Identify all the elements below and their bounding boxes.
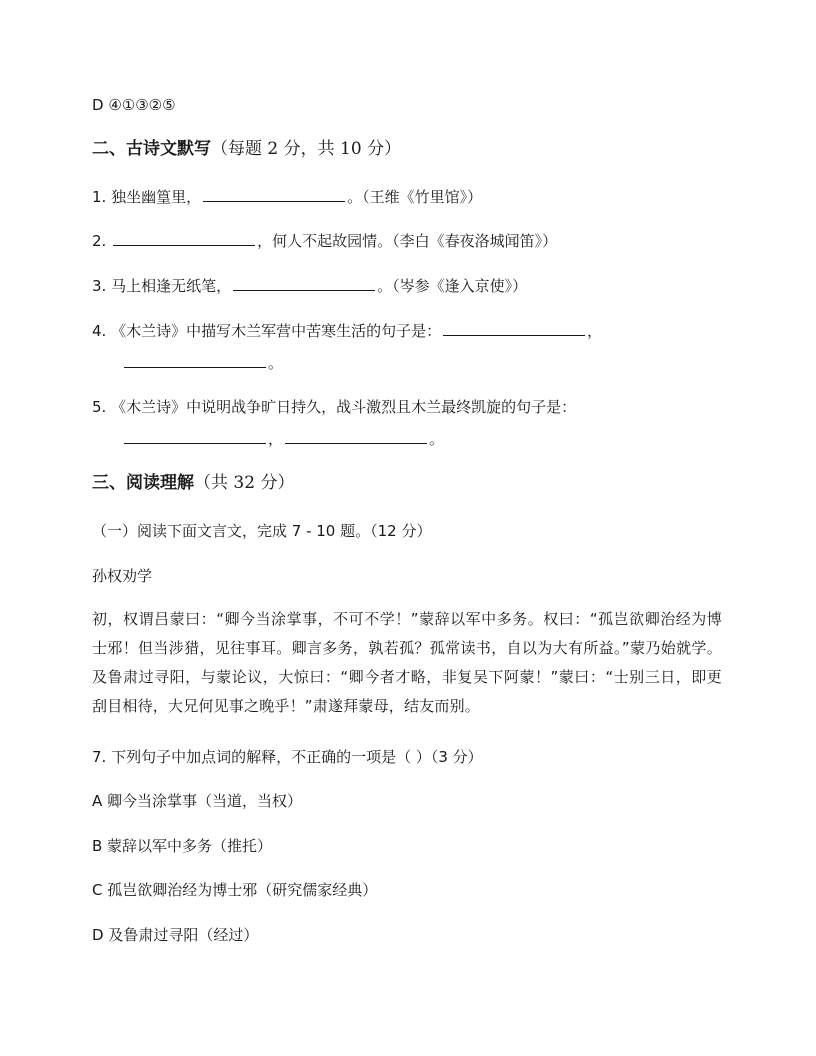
part1-instruction: （一）阅读下面文言文，完成 7 - 10 题。（12 分） (92, 522, 432, 540)
option-a: A 卿今当涂掌事（当道，当权） (92, 792, 303, 810)
option-d-previous: D ④①③②⑤ (92, 96, 176, 114)
question-2 (92, 231, 557, 251)
section2-title: 二、古诗文默写 (92, 139, 211, 159)
q2-before: 2. (92, 232, 112, 250)
q5-end: 。 (429, 430, 445, 448)
q3-before: 3. 马上相逢无纸笔， (92, 277, 232, 295)
q1-after: 。（王维《竹里馆》） (347, 188, 483, 206)
passage-title: 孙权劝学 (92, 567, 153, 585)
q3-after: 。（岑参《逢入京使》） (377, 277, 528, 295)
answer-blank (124, 353, 266, 368)
section3-heading (92, 472, 294, 494)
question-4 (92, 321, 602, 341)
answer-blank (124, 429, 266, 444)
answer-blank (203, 187, 345, 202)
q2-after: ，何人不起故园情。（李白《春夜洛城闻笛》） (257, 232, 558, 250)
q1-before: 1. 独坐幽篁里， (92, 188, 202, 206)
q4-mid: ， (587, 322, 603, 340)
answer-blank (233, 276, 375, 291)
option-b: B 蒙辞以军中多务（推托） (92, 837, 273, 855)
section3-note: （共 32 分） (194, 473, 295, 493)
answer-blank (113, 231, 255, 246)
question-3 (92, 276, 527, 296)
answer-blank (443, 321, 585, 336)
question-4-cont (122, 353, 283, 373)
section3-title: 三、阅读理解 (92, 473, 194, 493)
q5-mid: ， (268, 430, 284, 448)
question-7: 7. 下列句子中加点词的解释，不正确的一项是（ ）（3 分） (92, 748, 483, 766)
question-5-cont (122, 429, 444, 449)
passage-text: 初，权谓吕蒙曰：“卿今当涂掌事，不可不学！”蒙辞以军中多务。权曰：“孤岂欲卿治经为博士邪！但当涉猎，见往事耳。卿言多务，孰若孤？孤常读书，自以为大有所益。”蒙乃始就学。及鲁肃过寻阳，与蒙论议，大惊曰：“卿今者才略，非复吴下阿蒙！”蒙曰：“士别三日，即更刮目相待，大兄何见事之晚乎！”肃遂拜蒙母，结友而别。 (92, 610, 722, 715)
section2-heading (92, 138, 401, 160)
answer-blank (285, 429, 427, 444)
option-c: C 孤岂欲卿治经为博士邪（研究儒家经典） (92, 881, 378, 899)
question-1 (92, 187, 482, 207)
q4-before: 4. 《木兰诗》中描写木兰军营中苦寒生活的句子是： (92, 322, 442, 340)
q4-end: 。 (268, 354, 284, 372)
option-d: D 及鲁肃过寻阳（经过） (92, 926, 259, 944)
question-5: 5. 《木兰诗》中说明战争旷日持久，战斗激烈且木兰最终凯旋的句子是： (92, 398, 577, 416)
section2-note: （每题 2 分，共 10 分） (211, 139, 402, 159)
